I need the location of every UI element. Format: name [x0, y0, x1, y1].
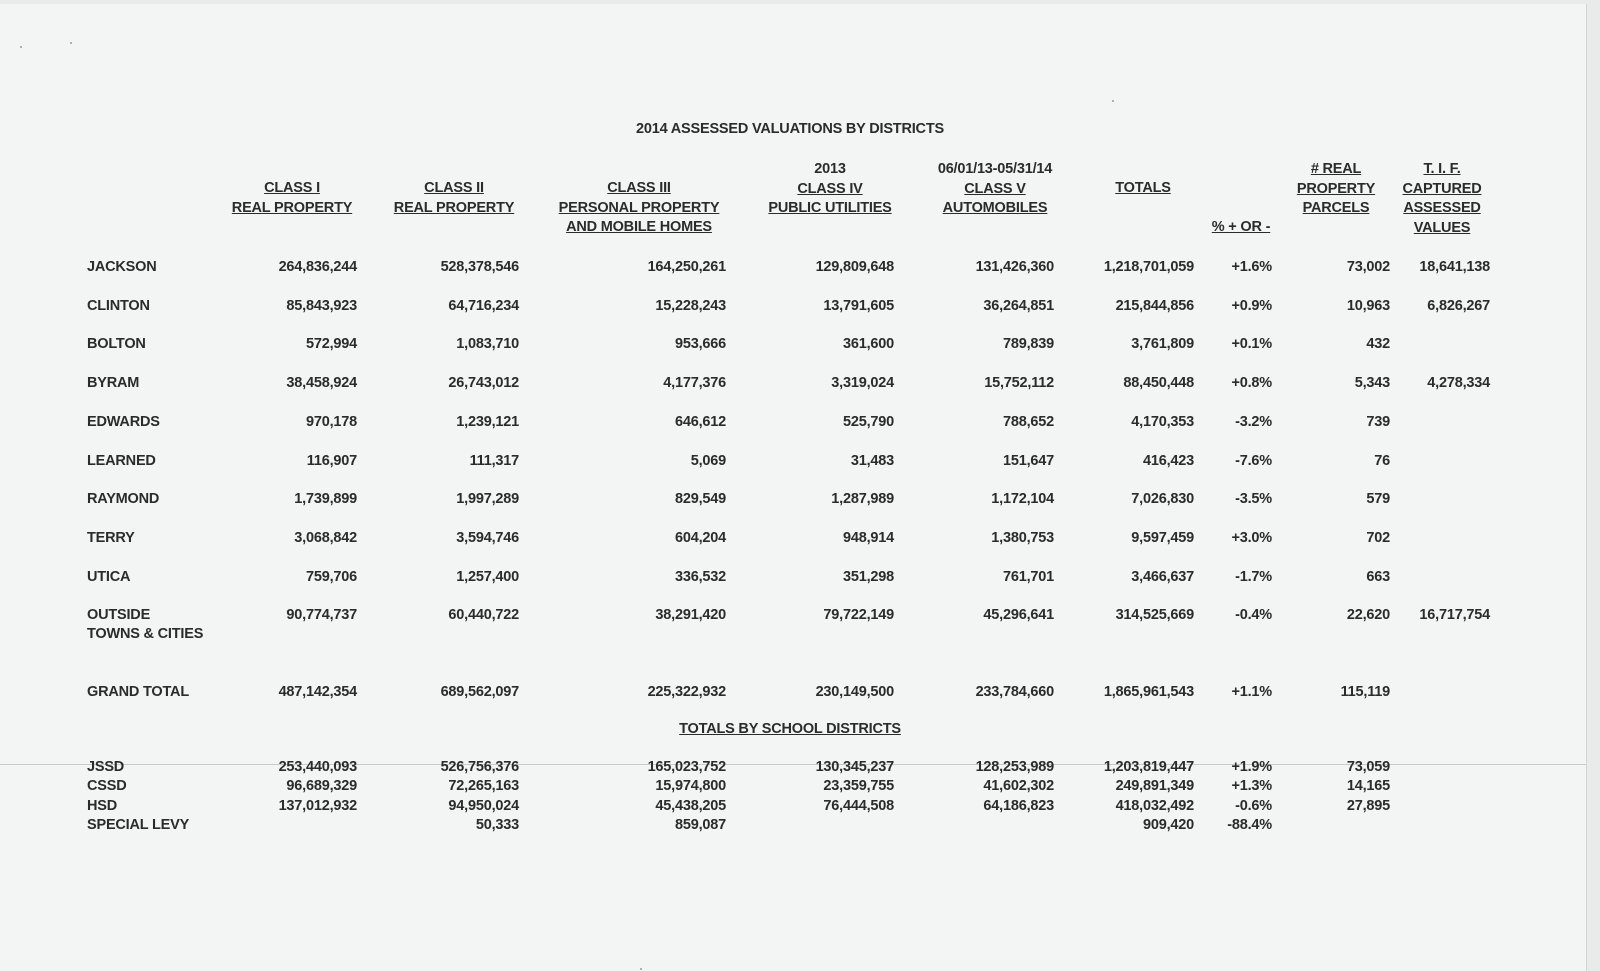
district-name: JACKSON	[87, 259, 157, 275]
header-class-2: CLASS II REAL PROPERTY	[393, 180, 515, 216]
cell-parcels: 432	[1366, 336, 1390, 353]
cell-total: 7,026,830	[1131, 491, 1194, 508]
cell-parcels: 663	[1366, 568, 1390, 585]
scan-speck	[640, 968, 642, 970]
district-name: TERRY	[87, 529, 135, 546]
cell-c4: 130,345,237	[815, 759, 894, 775]
cell-c5: 41,602,302	[983, 778, 1054, 795]
cell-c2: 50,333	[475, 817, 519, 834]
cell-c2: 64,716,234	[448, 297, 519, 314]
cell-pct: +1.3%	[1231, 778, 1272, 795]
cell-c3: 829,549	[674, 491, 726, 508]
cell-pct: +0.8%	[1231, 375, 1272, 392]
cell-c2: 72,265,163	[448, 778, 519, 795]
cell-parcels: 73,002	[1346, 259, 1390, 275]
cell-c5: 45,296,641	[983, 607, 1054, 624]
cell-c3: 164,250,261	[647, 259, 726, 275]
cell-c1: 1,739,899	[294, 491, 357, 508]
cell-c1: 116,907	[306, 452, 357, 469]
cell-total: 1,203,819,447	[1103, 759, 1194, 775]
header-class-3: CLASS III PERSONAL PROPERTY AND MOBILE HOMES	[558, 180, 720, 235]
cell-c4: 13,791,605	[823, 297, 894, 314]
cell-c4: 23,359,755	[823, 778, 894, 795]
district-name: RAYMOND	[87, 491, 160, 508]
cell-c3: 15,974,800	[655, 778, 726, 795]
cell-c3: 859,087	[674, 817, 726, 834]
cell-c2: 111,317	[469, 452, 519, 469]
cell-c4: 351,298	[842, 568, 894, 585]
cell-total: 416,423	[1142, 452, 1194, 469]
cell-total: 314,525,669	[1115, 607, 1194, 624]
cell-c1: 253,440,093	[278, 759, 357, 775]
cell-total: 3,466,637	[1131, 568, 1194, 585]
cell-c3: 38,291,420	[655, 607, 726, 624]
cell-c3: 646,612	[674, 413, 726, 430]
cell-c2: 1,257,400	[456, 568, 519, 585]
cell-c4: 76,444,508	[823, 797, 894, 814]
district-name: BOLTON	[87, 336, 146, 353]
cell-c1: 3,068,842	[294, 529, 357, 546]
cell-total: 418,032,492	[1115, 797, 1194, 814]
cell-parcels: 22,620	[1346, 607, 1390, 624]
cell-c1: 90,774,737	[286, 607, 357, 624]
cell-c2: 26,743,012	[448, 375, 519, 392]
cell-parcels: 739	[1366, 413, 1390, 430]
cell-pct: -7.6%	[1235, 452, 1272, 469]
page-title: 2014 ASSESSED VALUATIONS BY DISTRICTS	[636, 121, 944, 137]
cell-parcels: 27,895	[1346, 797, 1390, 814]
header-tif: T. I. F. CAPTURED ASSESSED VALUES	[1402, 161, 1482, 236]
district-name: CSSD	[87, 778, 127, 795]
cell-parcels: 5,343	[1354, 375, 1390, 392]
cell-c4: 129,809,648	[815, 259, 894, 275]
cell-c2: 1,239,121	[456, 413, 519, 430]
cell-c3: 165,023,752	[647, 759, 726, 775]
cell-parcels: 702	[1366, 529, 1390, 546]
cell-c1: 759,706	[305, 568, 357, 585]
cell-pct: -88.4%	[1227, 817, 1272, 834]
cell-c5: 788,652	[1002, 413, 1054, 430]
header-totals: TOTALS	[1115, 180, 1171, 196]
header-class-1: CLASS I REAL PROPERTY	[231, 180, 353, 216]
cell-c2: 1,997,289	[456, 491, 519, 508]
cell-c3: 336,532	[674, 568, 726, 585]
cell-c4: 31,483	[850, 452, 894, 469]
cell-pct: -3.2%	[1235, 413, 1272, 430]
cell-c5: 36,264,851	[983, 297, 1054, 314]
cell-total: 909,420	[1142, 817, 1194, 834]
cell-tif: 18,641,138	[1419, 259, 1490, 275]
cell-c1: 487,142,354	[278, 684, 357, 700]
cell-c2: 526,756,376	[440, 759, 519, 775]
scan-speck	[1112, 100, 1114, 102]
cell-parcels: 76	[1374, 452, 1390, 469]
cell-tif: 4,278,334	[1427, 375, 1490, 392]
cell-c1: 137,012,932	[278, 797, 357, 814]
header-percent-change: % + OR -	[1211, 219, 1271, 235]
cell-total: 88,450,448	[1123, 375, 1194, 392]
cell-c5: 761,701	[1002, 568, 1054, 585]
cell-c4: 948,914	[842, 529, 894, 546]
cell-pct: +1.1%	[1231, 684, 1272, 700]
cell-c5: 1,380,753	[991, 529, 1054, 546]
scan-speck	[70, 42, 72, 44]
cell-parcels: 14,165	[1346, 778, 1390, 795]
header-parcels: # REAL PROPERTY PARCELS	[1296, 161, 1376, 216]
cell-c5: 64,186,823	[983, 797, 1054, 814]
cell-c5: 131,426,360	[975, 259, 1054, 275]
cell-c4: 361,600	[842, 336, 894, 353]
cell-c1: 85,843,923	[286, 297, 357, 314]
cell-c5: 789,839	[1002, 336, 1054, 353]
header-class-5: 06/01/13-05/31/14 CLASS V AUTOMOBILES	[937, 161, 1053, 216]
cell-c3: 5,069	[690, 452, 726, 469]
cell-pct: -0.6%	[1235, 797, 1272, 814]
cell-c1: 572,994	[305, 336, 357, 353]
district-name: GRAND TOTAL	[87, 684, 189, 700]
district-name: EDWARDS	[87, 413, 160, 430]
district-name: HSD	[87, 797, 118, 814]
cell-parcels: 579	[1366, 491, 1390, 508]
cell-c4: 1,287,989	[831, 491, 894, 508]
cell-pct: -3.5%	[1235, 491, 1272, 508]
cell-c3: 15,228,243	[655, 297, 726, 314]
cell-c5: 1,172,104	[991, 491, 1054, 508]
district-name: BYRAM	[87, 375, 140, 392]
cell-total: 3,761,809	[1131, 336, 1194, 353]
cell-total: 1,865,961,543	[1103, 684, 1194, 700]
cell-c1: 96,689,329	[286, 778, 357, 795]
cell-c5: 128,253,989	[975, 759, 1054, 775]
cell-c2: 60,440,722	[448, 607, 519, 624]
cell-total: 1,218,701,059	[1103, 259, 1194, 275]
cell-pct: +0.1%	[1231, 336, 1272, 353]
cell-parcels: 115,119	[1340, 684, 1390, 700]
cell-total: 249,891,349	[1115, 778, 1194, 795]
cell-c3: 953,666	[674, 336, 726, 353]
cell-c3: 604,204	[674, 529, 726, 546]
cell-pct: +0.9%	[1231, 297, 1272, 314]
cell-total: 4,170,353	[1131, 413, 1194, 430]
cell-c4: 3,319,024	[831, 375, 894, 392]
cell-tif: 16,717,754	[1419, 607, 1490, 624]
district-name: UTICA	[87, 568, 131, 585]
cell-c3: 225,322,932	[647, 684, 726, 700]
cell-c2: 689,562,097	[440, 684, 519, 700]
cell-c5: 151,647	[1002, 452, 1054, 469]
cell-c5: 15,752,112	[984, 375, 1054, 392]
district-name: OUTSIDE	[87, 607, 151, 624]
header-class-4: 2013 CLASS IV PUBLIC UTILITIES	[768, 161, 892, 216]
cell-pct: -0.4%	[1235, 607, 1272, 624]
district-name-line-2: TOWNS & CITIES	[87, 626, 204, 643]
cell-pct: +1.6%	[1231, 259, 1272, 275]
cell-c4: 230,149,500	[815, 684, 894, 700]
scan-speck	[20, 46, 22, 48]
cell-pct: -1.7%	[1235, 568, 1272, 585]
cell-c2: 528,378,546	[440, 259, 519, 275]
cell-c5: 233,784,660	[975, 684, 1054, 700]
cell-tif: 6,826,267	[1427, 297, 1490, 314]
cell-c1: 970,178	[305, 413, 357, 430]
cell-parcels: 73,059	[1346, 759, 1390, 775]
cell-c2: 3,594,746	[456, 529, 519, 546]
cell-total: 215,844,856	[1115, 297, 1194, 314]
school-districts-title: TOTALS BY SCHOOL DISTRICTS	[679, 721, 901, 737]
cell-pct: +1.9%	[1231, 759, 1272, 775]
district-name: LEARNED	[87, 452, 156, 469]
district-name: CLINTON	[87, 297, 150, 314]
cell-c1: 264,836,244	[278, 259, 357, 275]
cell-parcels: 10,963	[1346, 297, 1390, 314]
cell-total: 9,597,459	[1131, 529, 1194, 546]
cell-pct: +3.0%	[1231, 529, 1272, 546]
cell-c4: 525,790	[842, 413, 894, 430]
district-name: SPECIAL LEVY	[87, 817, 190, 834]
cell-c3: 4,177,376	[663, 375, 726, 392]
cell-c2: 94,950,024	[448, 797, 519, 814]
district-name: JSSD	[87, 759, 125, 775]
cell-c2: 1,083,710	[456, 336, 519, 353]
cell-c1: 38,458,924	[286, 375, 357, 392]
document-page	[0, 4, 1587, 971]
cell-c4: 79,722,149	[823, 607, 894, 624]
cell-c3: 45,438,205	[655, 797, 726, 814]
